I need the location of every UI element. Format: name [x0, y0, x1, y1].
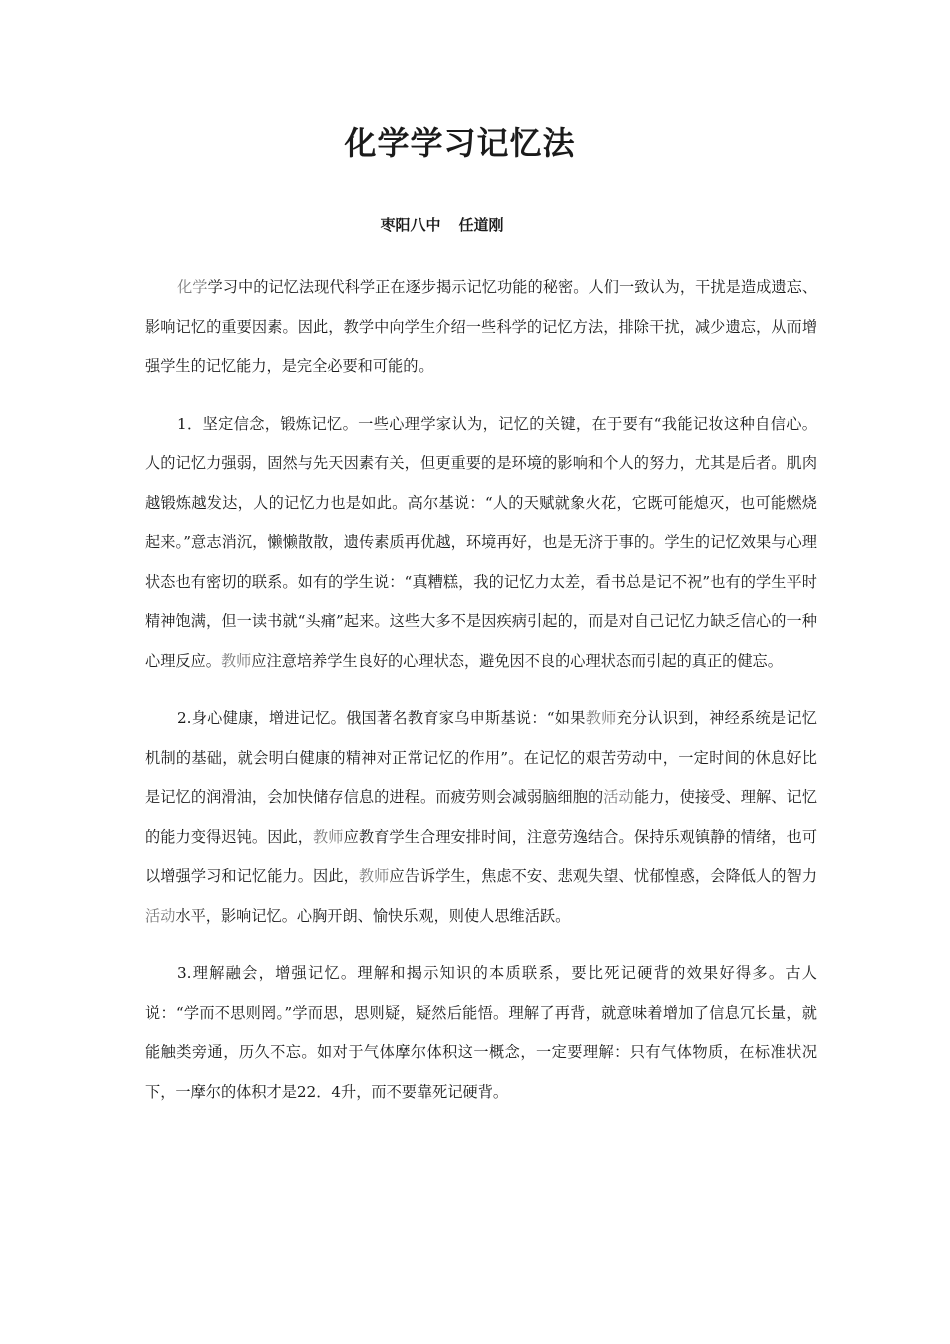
paragraph-text: 2.身心健康，增进记忆。俄国著名教育家乌申斯基说：“如果 — [177, 709, 586, 727]
author-school: 枣阳八中 — [380, 216, 441, 234]
inline-link[interactable]: 活动 — [145, 906, 176, 925]
body-paragraph — [145, 699, 817, 936]
paragraph-text: 应教育学生合理安排时间，注意劳逸结合。保持乐观镇静的情绪，也可以增强学习和记忆能力。因此， — [145, 827, 818, 885]
inline-link[interactable]: 化学 — [177, 278, 208, 296]
paragraph-text: 充分认识到，神经系统是记忆机制的基础，就会明白健康的精神对正常记忆的作用”。在记忆的艰苦劳动中，一定时间的休息好比是记忆的润滑油，会加快储存信息的进程。而疲劳则会减弱脑细胞的 — [145, 709, 817, 806]
body-paragraph — [145, 268, 817, 387]
author-name: 任道刚 — [458, 216, 504, 234]
inline-link[interactable]: 教师 — [313, 827, 344, 846]
document-body — [145, 268, 817, 1130]
paragraph-text: 水平，影响记忆。心胸开朗、愉快乐观，则使人思维活跃。 — [175, 906, 571, 925]
body-paragraph — [145, 405, 817, 682]
inline-link[interactable]: 教师 — [220, 651, 252, 670]
inline-link[interactable]: 活动 — [603, 788, 634, 806]
paragraph-text: 应告诉学生，焦虑不安、悲观失望、忧郁惶惑，会降低人的智力 — [389, 867, 818, 885]
paragraph-text: 能力，使接受、理解、记忆的能力变得迟钝。因此， — [145, 788, 818, 846]
inline-link[interactable]: 教师 — [585, 709, 617, 727]
inline-link[interactable]: 教师 — [358, 867, 390, 885]
paragraph-text: 应注意培养学生良好的心理状态，避免因不良的心理状态而引起的真正的健忘。 — [251, 651, 783, 670]
paragraph-text: 学习中的记忆法现代科学正在逐步揭示记忆功能的秘密。人们一致认为，干扰是造成遗忘、影响记忆的重要因素。因此，教学中向学生介绍一些科学的记忆方法，排除干扰，减少遗忘，从而增强学生的记忆能力，是完全必要和可能的。 — [145, 278, 818, 375]
paragraph-text: 1．坚定信念，锻炼记忆。一些心理学家认为，记忆的关键，在于要有“我能记妆这种自信心。人的记忆力强弱，固然与先天因素有关，但更重要的是环境的影响和个人的努力，尤其是后者。肌肉越锻炼越发达，人的记忆力也是如此。高尔基说：“人的天赋就象火花，它既可能熄灭，也可能燃烧起来。”意志消沉，懒懒散散，遗传素质再优越，环境再好，也是无济于事的。学生的记忆效果与心理状态也有密切的联系。如有的学生说：“真糟糕，我的记忆力太差，看书总是记不祝”也有的学生平时精神饱满，但一读书就“头痛”起来。这些大多不是因疾病引起的，而是对自己记忆力缺乏信心的一种心理反应。 — [145, 414, 817, 670]
author-byline — [0, 214, 884, 235]
paragraph-text: 3.理解融会，增强记忆。理解和揭示知识的本质联系，要比死记硬背的效果好得多。古人说：“学而不思则罔。”学而思，思则疑，疑然后能悟。理解了再背，就意味着增加了信息冗长量，就能触类旁通，历久不忘。如对于气体摩尔体积这一概念，一定要理解：只有气体物质，在标准状况下，一摩尔的体积才是22．4升，而不要靠死记硬背。 — [145, 964, 817, 1101]
document-title: 化学学习记忆法 — [344, 124, 576, 162]
body-paragraph — [145, 954, 817, 1112]
